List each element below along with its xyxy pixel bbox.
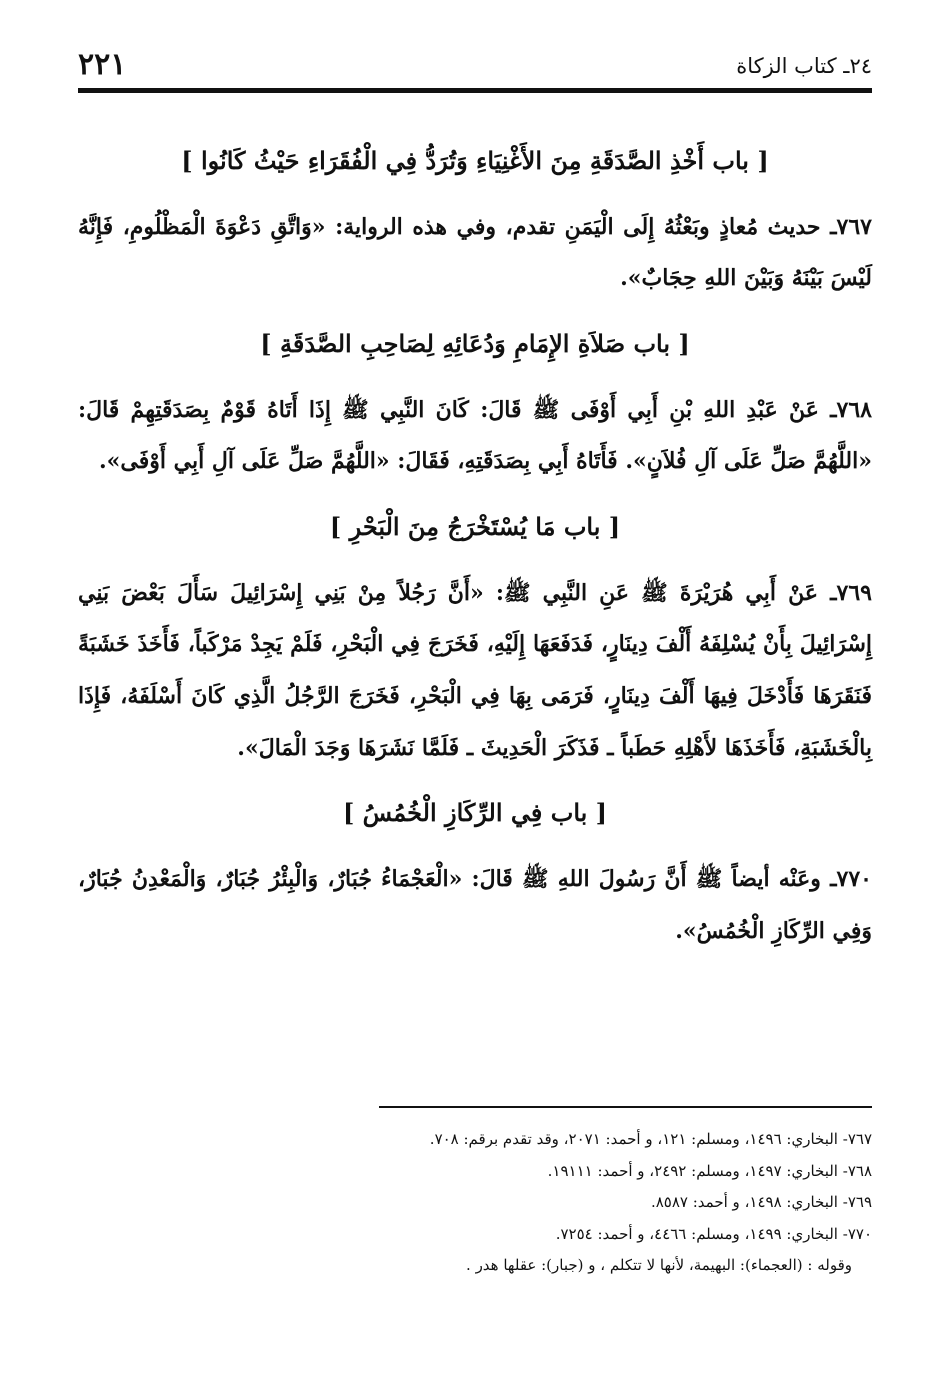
page-header [78,34,872,88]
footnote: ٧٧٠- البخاري: ١٤٩٩، ومسلم: ٤٤٦٦، و أحمد: ٧٢٥٤. [555,1224,872,1243]
hadith-number: ٧٦٩ـ [830,579,872,606]
hadith-text: عَنْ أَبِي هُرَيْرَةَ ﷺ عَنِ النَّبِي ﷺ: «أَنَّ رَجُلاً مِنْ بَنِي إِسْرَائِيلَ سَأَلَ بَعْضَ بَنِي إِسْرَائِيلَ بِأَنْ يُسْلِفَهُ أَلْفَ دِينَارٍ، فَدَفَعَهَا إِلَيْهِ، فَخَرَجَ فِي الْبَحْرِ، فَلَمْ يَجِدْ مَرْكَباً، فَأَخَذَ خَشَبَةً فَنَقَرَهَا فَأَدْخَلَ فِيهَا أَلْفَ دِينَارٍ، فَرَمَى بِهَا فِي الْبَحْرِ، فَخَرَجَ الرَّجُلُ الَّذِي كَانَ أَسْلَفَهُ، فَإِذَا بِالْخَشَبَةِ، فَأَخَذَهَا لأَهْلِهِ حَطَباً ـ فَذَكَرَ الْحَدِيثَ ـ فَلَمَّا نَشَرَهَا وَجَدَ الْمَالَ». [78,579,872,761]
chapter-title: [ باب صَلاَةِ الإِمَامِ وَدُعَائِهِ لِصَاحِبِ الصَّدَقَةِ ] [260,328,690,358]
footnote: ٧٦٧- البخاري: ١٤٩٦، ومسلم: ١٢١، و أحمد: ٢٠٧١، وقد تقدم برقم: ٧٠٨. [429,1130,872,1148]
chapter-title: [ باب مَا يُسْتَخْرَجُ مِنَ الْبَحْرِ ] [329,511,621,541]
footnotes [78,1124,872,1282]
page-number: ٢٢١ [78,47,127,82]
header-rule [78,88,872,93]
hadith-text: عَنْ عَبْدِ اللهِ بْنِ أَبِي أَوْفَى ﷺ قَالَ: كَانَ النَّبِي ﷺ إِذَا أَتَاهُ قَوْمٌ بِصَدَقَتِهِمْ قَالَ: «اللَّهُمَّ صَلِّ عَلَى آلِ فُلاَنٍ». فَأَتَاهُ أَبِي بِصَدَقَتِهِ، فَقَالَ: «اللَّهُمَّ صَلِّ عَلَى آلِ أَبِي أَوْفَى». [78,396,872,475]
hadith-number: ٧٧٠ـ [830,865,872,892]
hadith-text: وعَنْه أيضاً ﷺ أَنَّ رَسُولَ اللهِ ﷺ قَالَ: «الْعَجْمَاءُ جُبَارٌ، وَالْبِئْرُ جُبَارٌ، وَالْمَعْدِنُ جُبَارٌ، وَفِي الرِّكَازِ الْخُمُسُ». [78,865,872,944]
hadith-paragraph [78,385,872,488]
footnote: ٧٦٨- البخاري: ١٤٩٧، ومسلم: ٢٤٩٢، و أحمد: ١٩١١١. [547,1161,872,1180]
hadith-paragraph [78,202,872,305]
hadith-text: حديث مُعاذٍ وبَعْثُهُ إِلَى الْيَمَنِ تقدم، وفي هذه الرواية: «وَاتَّقِ دَعْوَةَ الْمَظْلُومِ، فَإِنَّهُ لَيْسَ بَيْنَهُ وَبَيْنَ اللهِ حِجَابٌ». [78,213,872,292]
hadith-number: ٧٦٧ـ [830,213,872,240]
page-body [78,130,872,979]
running-head: ٢٤ـ كتاب الزكاة [736,54,872,78]
hadith-paragraph [78,568,872,775]
hadith-number: ٧٦٨ـ [830,396,872,423]
footnote-gloss: وقوله : (العجماء): البهيمة، لأنها لا تتكلم ، و (جبار): عقلها هدر . [466,1256,852,1274]
footnote: ٧٦٩- البخاري: ١٤٩٨، و أحمد: ٨٥٨٧. [650,1193,872,1211]
chapter-title: [ باب فِي الرِّكَازِ الْخُمُسُ ] [342,798,608,828]
chapter-title: [ باب أَخْذِ الصَّدَقَةِ مِنَ الأَغْنِيَاءِ وَتُرَدُّ فِي الْفُقَرَاءِ حَيْثُ كَانُوا ] [181,146,769,175]
footnote-rule [379,1106,872,1108]
hadith-paragraph [78,854,872,957]
